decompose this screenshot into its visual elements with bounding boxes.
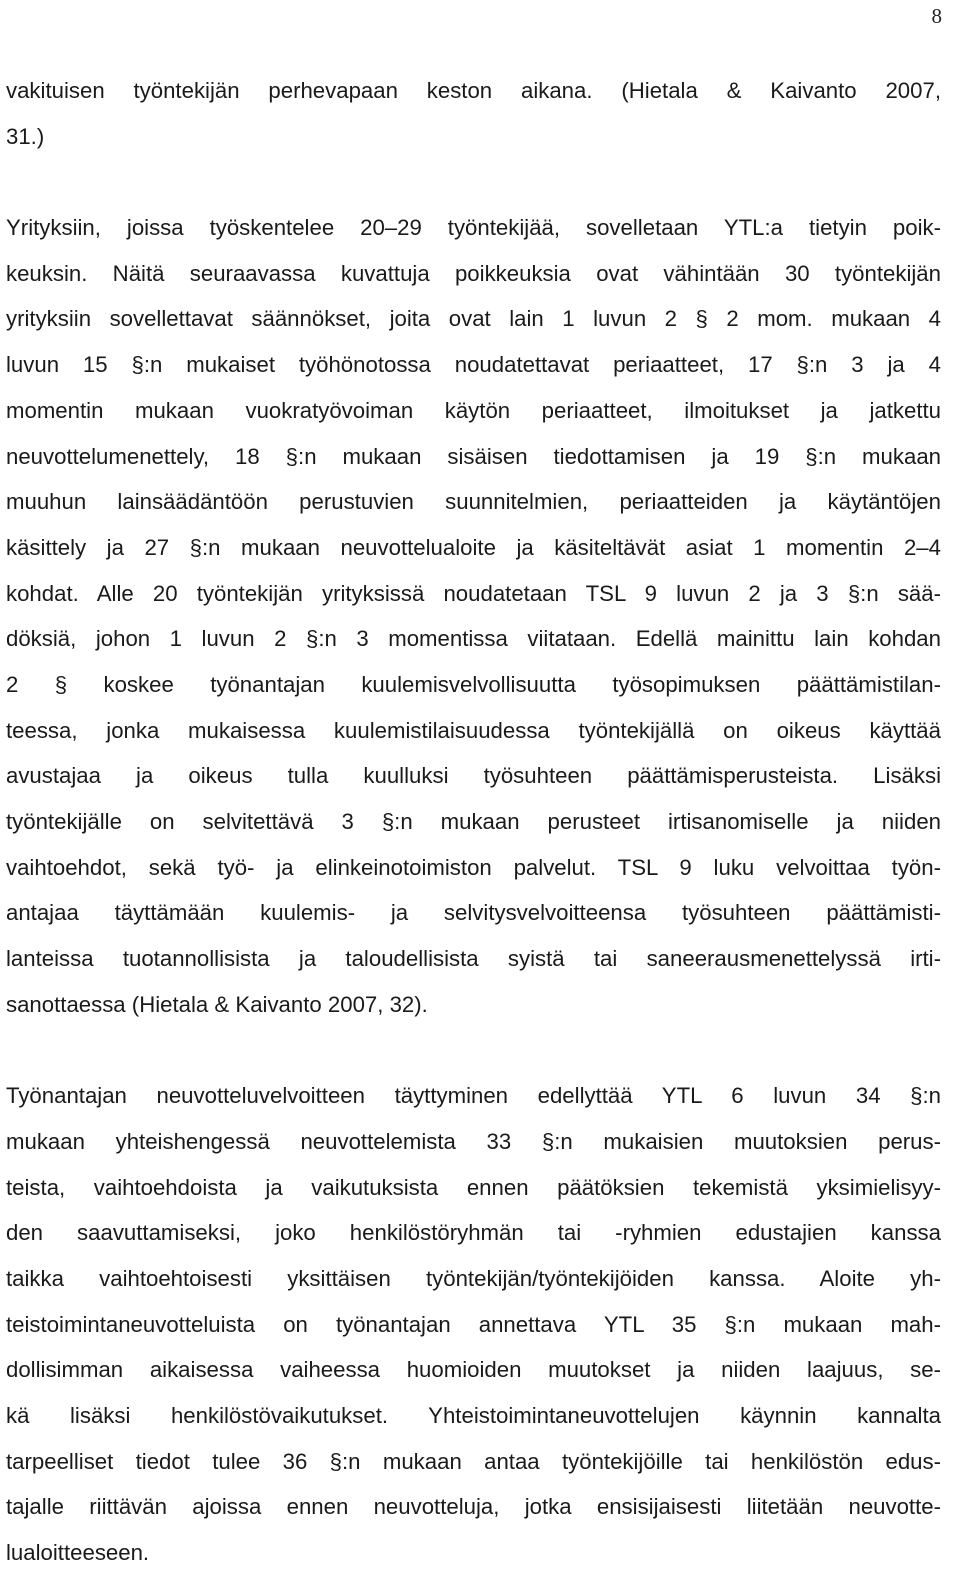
text-line: döksiä, johon 1 luvun 2 §:n 3 momentissa viitataan. Edellä mainittu lain kohdan — [6, 626, 941, 652]
text-line: 31.) — [6, 123, 45, 149]
text-line: mukaan yhteishengessä neuvottelemista 33 §:n mukaisien muutoksien perus- — [6, 1128, 941, 1154]
text-line: teessa, jonka mukaisessa kuulemistilaisuudessa työntekijällä on oikeus käyttää — [6, 717, 941, 743]
text-line: kä lisäksi henkilöstövaikutukset. Yhteistoimintaneuvottelujen käynnin kannalta — [6, 1402, 941, 1428]
paragraph — [6, 1073, 941, 1576]
text-line: Yrityksiin, joissa työskentelee 20–29 työntekijää, sovelletaan YTL:a tietyin poik- — [6, 215, 941, 241]
text-line: käsittely ja 27 §:n mukaan neuvottelualoite ja käsiteltävät asiat 1 momentin 2–4 — [6, 534, 941, 560]
text-line: taikka vaihtoehtoisesti yksittäisen työntekijän/työntekijöiden kanssa. Aloite yh- — [6, 1265, 941, 1291]
text-line: yrityksiin sovellettavat säännökset, joita ovat lain 1 luvun 2 § 2 mom. mukaan 4 — [6, 306, 941, 332]
text-line: tarpeelliset tiedot tulee 36 §:n mukaan antaa työntekijöille tai henkilöstön edus- — [6, 1448, 941, 1474]
paragraph — [6, 205, 941, 1027]
text-line: teista, vaihtoehdoista ja vaikutuksista ennen päätöksien tekemistä yksimielisyy- — [6, 1174, 941, 1200]
document-body — [6, 68, 941, 1576]
text-line: momentin mukaan vuokratyövoiman käytön periaatteet, ilmoitukset ja jatkettu — [6, 397, 941, 423]
text-line: keuksin. Näitä seuraavassa kuvattuja poikkeuksia ovat vähintään 30 työntekijän — [6, 260, 941, 286]
text-line: lanteissa tuotannollisista ja taloudellisista syistä tai saneerausmenettelyssä irti- — [6, 946, 941, 972]
text-line: vaihtoehdot, sekä työ- ja elinkeinotoimiston palvelut. TSL 9 luku velvoittaa työn- — [6, 854, 941, 880]
paragraph-gap — [6, 159, 941, 205]
text-line: Työnantajan neuvotteluvelvoitteen täyttyminen edellyttää YTL 6 luvun 34 §:n — [6, 1083, 941, 1109]
text-line: luvun 15 §:n mukaiset työhönotossa noudatettavat periaatteet, 17 §:n 3 ja 4 — [6, 352, 941, 378]
text-line: muuhun lainsäädäntöön perustuvien suunnitelmien, periaatteiden ja käytäntöjen — [6, 489, 941, 515]
text-line: teistoimintaneuvotteluista on työnantajan annettava YTL 35 §:n mukaan mah- — [6, 1311, 941, 1337]
text-line: tajalle riittävän ajoissa ennen neuvotteluja, jotka ensisijaisesti liitetään neuvotte- — [6, 1494, 941, 1520]
paragraph — [6, 68, 941, 159]
text-line: 2 § koskee työnantajan kuulemisvelvollisuutta työsopimuksen päättämistilan- — [6, 671, 941, 697]
text-line: antajaa täyttämään kuulemis- ja selvitysvelvoitteensa työsuhteen päättämisti- — [6, 900, 941, 926]
text-line: avustajaa ja oikeus tulla kuulluksi työsuhteen päättämisperusteista. Lisäksi — [6, 763, 941, 789]
paragraph-gap — [6, 1027, 941, 1073]
text-line: neuvottelumenettely, 18 §:n mukaan sisäisen tiedottamisen ja 19 §:n mukaan — [6, 443, 941, 469]
text-line: kohdat. Alle 20 työntekijän yrityksissä noudatetaan TSL 9 luvun 2 ja 3 §:n sää- — [6, 580, 941, 606]
text-line: dollisimman aikaisessa vaiheessa huomioiden muutokset ja niiden laajuus, se- — [6, 1357, 941, 1383]
text-line: sanottaessa (Hietala & Kaivanto 2007, 32). — [6, 991, 428, 1017]
page-number: 8 — [931, 4, 942, 28]
text-line: lualoitteeseen. — [6, 1540, 150, 1565]
text-line: den saavuttamiseksi, joko henkilöstöryhmän tai -ryhmien edustajien kanssa — [6, 1220, 941, 1246]
text-line: vakituisen työntekijän perhevapaan keston aikana. (Hietala & Kaivanto 2007, — [6, 78, 941, 103]
text-line: työntekijälle on selvitettävä 3 §:n mukaan perusteet irtisanomiselle ja niiden — [6, 809, 941, 834]
